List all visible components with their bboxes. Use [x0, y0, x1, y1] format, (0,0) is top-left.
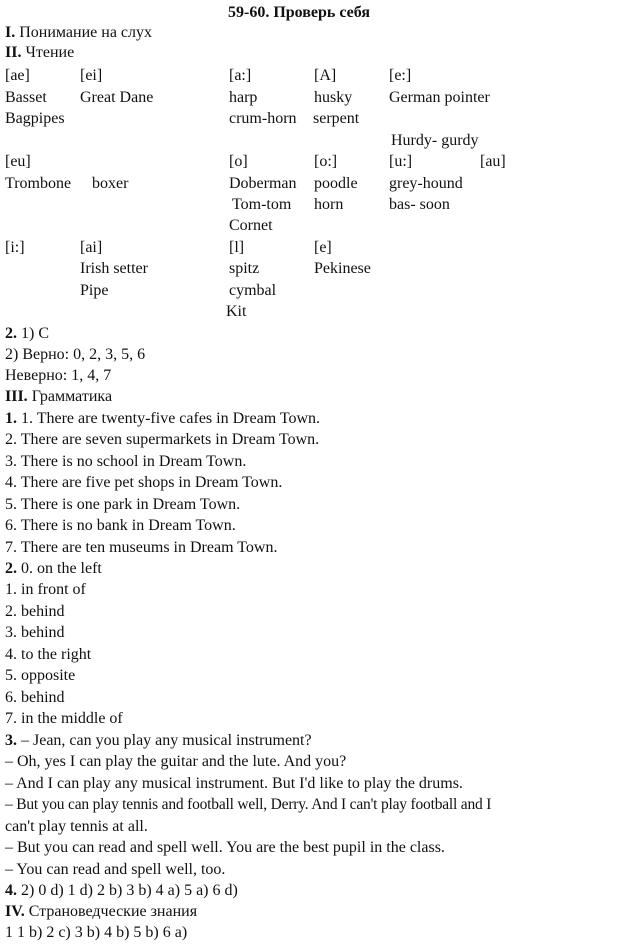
grammar2-line: [5, 560, 102, 578]
dialogue-line: – But you can read and spell well. You are the best pupil in the class.: [5, 839, 445, 856]
grammar4-number: 4.: [5, 882, 17, 899]
section-2-label: Чтение: [25, 44, 75, 61]
word: husky: [314, 89, 353, 106]
word: grey-hound: [389, 175, 463, 192]
word: Great Dane: [80, 89, 154, 106]
phonetic-symbol: [e:]: [389, 67, 412, 84]
phonetic-symbol: [u:]: [389, 153, 413, 170]
dialogue-line: – You can read and spell well, too.: [5, 861, 226, 878]
dialogue-line: – But you can play tennis and football well, Derry. And I can't play football and I: [5, 796, 492, 813]
phonetic-symbol: [au]: [480, 153, 506, 170]
grammar1-line: 7. There are ten museums in Dream Town.: [5, 539, 278, 556]
phonetic-symbol: [o:]: [314, 153, 338, 170]
phonetic-symbol: [i:]: [5, 239, 25, 256]
dialogue-line: – Oh, yes I can play the guitar and the lute. And you?: [5, 753, 347, 770]
grammar2-line: 1. in front of: [5, 581, 86, 598]
grammar2-line: 7. in the middle of: [5, 710, 123, 727]
word: serpent: [313, 110, 360, 127]
grammar1-text: 1. There are twenty-five cafes in Dream Town.: [21, 410, 321, 427]
grammar1-number: 1.: [5, 410, 17, 427]
word: Irish setter: [80, 260, 148, 277]
word: spitz: [229, 260, 260, 277]
word: boxer: [92, 175, 129, 192]
grammar1-line: 4. There are five pet shops in Dream Town.: [5, 474, 283, 491]
reading-answer-2: [5, 325, 49, 343]
section-4-number: IV.: [5, 903, 25, 920]
word: harp: [229, 89, 258, 106]
phonetic-symbol: [eu]: [5, 153, 31, 170]
word: Pekinese: [314, 260, 371, 277]
grammar4-text: 2) 0 d) 1 d) 2 b) 3 b) 4 a) 5 a) 6 d): [21, 882, 238, 899]
grammar2-line: 2. behind: [5, 603, 65, 620]
section-4-label: Страноведческие знания: [28, 903, 198, 920]
phonetic-symbol: [e]: [314, 239, 332, 256]
word: Bagpipes: [5, 110, 65, 127]
section-2-number: II.: [5, 44, 22, 61]
reading-line-false: Неверно: 1, 4, 7: [5, 367, 112, 384]
section-1-label: Понимание на слух: [19, 24, 153, 41]
grammar1-line: 5. There is one park in Dream Town.: [5, 496, 241, 513]
word: German pointer: [389, 89, 490, 106]
grammar4-line: [5, 882, 238, 900]
word: Pipe: [80, 282, 109, 299]
word: crum-horn: [229, 110, 297, 127]
word: bas- soon: [389, 196, 450, 213]
reading-q2-text: 1) C: [21, 325, 49, 342]
section-2-heading: [5, 44, 74, 62]
word: horn: [314, 196, 344, 213]
word: Basset: [5, 89, 47, 106]
section-3-number: III.: [5, 388, 28, 405]
reading-q2-number: 2.: [5, 325, 17, 342]
word: Trombone: [5, 175, 72, 192]
grammar2-number: 2.: [5, 560, 17, 577]
dialogue-line: can't play tennis at all.: [5, 818, 148, 835]
phonetic-symbol: [ai]: [80, 239, 103, 256]
section-1-heading: [5, 24, 152, 42]
word: Hurdy- gurdy: [391, 132, 479, 149]
section-1-number: I.: [5, 24, 16, 41]
grammar2-line: 3. behind: [5, 624, 65, 641]
phonetic-symbol: [A]: [314, 67, 337, 84]
phonetic-symbol: [o]: [229, 153, 248, 170]
word: Doberman: [229, 175, 297, 192]
word: Kit: [226, 303, 247, 320]
page-title: 59-60. Проверь себя: [228, 4, 371, 21]
grammar2-line: 6. behind: [5, 689, 65, 706]
section-3-heading: [5, 388, 112, 406]
phonetic-symbol: [ae]: [5, 67, 30, 84]
grammar1-line: [5, 410, 320, 428]
word: Tom-tom: [232, 196, 292, 213]
phonetic-symbol: [l]: [229, 239, 245, 256]
grammar2-line: 4. to the right: [5, 646, 92, 663]
word: Cornet: [229, 217, 273, 234]
section-4-heading: [5, 903, 197, 921]
dialogue-line: – And I can play any musical instrument. But I'd like to play the drums.: [5, 775, 463, 792]
grammar2-text: 0. on the left: [21, 560, 102, 577]
grammar1-line: 6. There is no bank in Dream Town.: [5, 517, 236, 534]
word: poodle: [314, 175, 358, 192]
grammar1-line: 2. There are seven supermarkets in Dream Town.: [5, 431, 320, 448]
phonetic-symbol: [ei]: [80, 67, 103, 84]
grammar2-line: 5. opposite: [5, 667, 76, 684]
phonetic-symbol: [a:]: [229, 67, 252, 84]
dialogue-line: [5, 732, 312, 750]
grammar3-number: 3.: [5, 732, 17, 749]
reading-line-true: 2) Верно: 0, 2, 3, 5, 6: [5, 346, 146, 363]
word: cymbal: [229, 282, 277, 299]
dialogue-text: – Jean, can you play any musical instrument?: [21, 732, 312, 749]
culture-answers: 1 1 b) 2 c) 3 b) 4 b) 5 b) 6 a): [5, 924, 188, 941]
section-3-label: Грамматика: [31, 388, 113, 405]
grammar1-line: 3. There is no school in Dream Town.: [5, 453, 247, 470]
